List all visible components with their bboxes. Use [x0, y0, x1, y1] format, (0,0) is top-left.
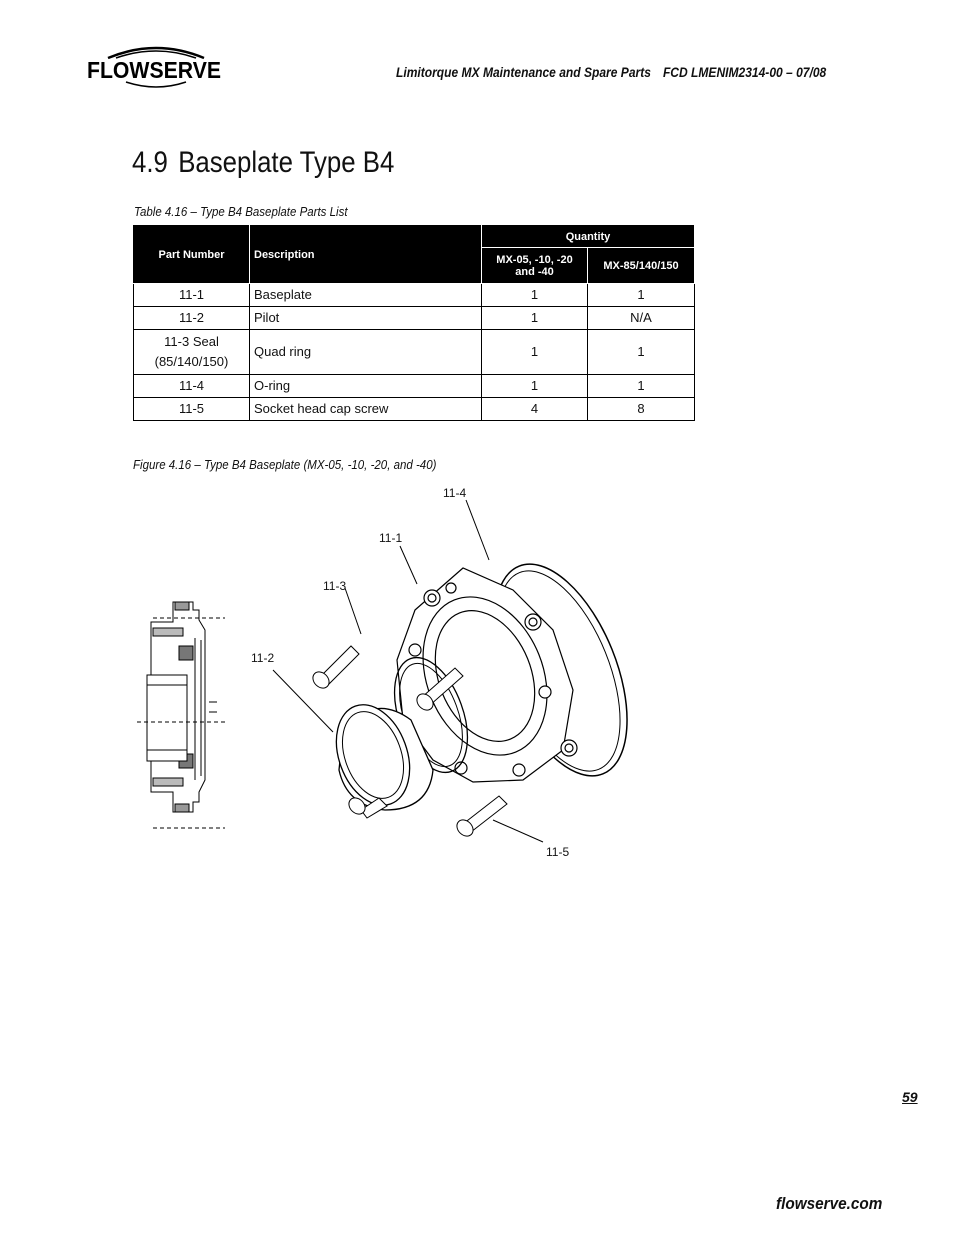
baseplate-diagram	[133, 480, 633, 870]
cell-qty-large: 8	[588, 398, 695, 421]
cell-qty-small: 1	[482, 307, 588, 330]
figure-caption: Figure 4.16 – Type B4 Baseplate (MX-05, -10, -20, and -40)	[133, 458, 437, 472]
cell-part-number: 11-4	[134, 375, 250, 398]
header-qty-large-models: MX-85/140/150	[588, 248, 695, 284]
cell-description: Baseplate	[250, 284, 482, 307]
table-row	[134, 284, 695, 307]
label-11-3: 11-3	[323, 579, 347, 593]
label-11-1: 11-1	[379, 531, 403, 545]
logo-wordmark: FLOWSERVE	[87, 57, 221, 83]
label-11-2: 11-2	[251, 651, 275, 665]
cell-description: Pilot	[250, 307, 482, 330]
flowserve-logo-mark	[86, 44, 226, 90]
cell-description: Socket head cap screw	[250, 398, 482, 421]
cell-qty-large: 1	[588, 284, 695, 307]
cell-qty-large: N/A	[588, 307, 695, 330]
label-11-5: 11-5	[546, 845, 570, 859]
section-title: Baseplate Type B4	[178, 146, 395, 179]
table-caption: Table 4.16 – Type B4 Baseplate Parts List	[134, 205, 348, 219]
parts-list-table	[133, 225, 695, 421]
header-qty-small-models: MX-05, -10, -20 and -40	[482, 248, 588, 284]
cell-qty-small: 1	[482, 375, 588, 398]
cell-part-number: 11-3 Seal (85/140/150)	[134, 330, 250, 375]
header-quantity: Quantity	[482, 226, 695, 248]
cross-section-view	[137, 602, 225, 828]
cell-qty-small: 1	[482, 284, 588, 307]
cell-description: Quad ring	[250, 330, 482, 375]
table-row	[134, 398, 695, 421]
cell-qty-small: 4	[482, 398, 588, 421]
flowserve-logo	[86, 44, 226, 90]
document-code: FCD LMENIM2314-00 – 07/08	[662, 64, 827, 80]
table-row	[134, 330, 695, 375]
footer-website: flowserve.com	[776, 1194, 883, 1213]
cell-part-number: 11-1	[134, 284, 250, 307]
header-description: Description	[250, 226, 482, 284]
table-row	[134, 307, 695, 330]
cell-description: O-ring	[250, 375, 482, 398]
header-part-number: Part Number	[134, 226, 250, 284]
label-11-4: 11-4	[443, 486, 467, 500]
table-row	[134, 375, 695, 398]
cell-qty-large: 1	[588, 330, 695, 375]
running-header	[396, 64, 826, 80]
cell-part-number: 11-5	[134, 398, 250, 421]
cell-qty-large: 1	[588, 375, 695, 398]
cell-qty-small: 1	[482, 330, 588, 375]
page-number: 59	[902, 1089, 918, 1105]
section-heading	[132, 146, 394, 180]
baseplate-drawing	[133, 480, 633, 870]
cell-part-number: 11-2	[134, 307, 250, 330]
section-number: 4.9	[132, 146, 168, 179]
manual-title: Limitorque MX Maintenance and Spare Parts	[396, 64, 651, 80]
